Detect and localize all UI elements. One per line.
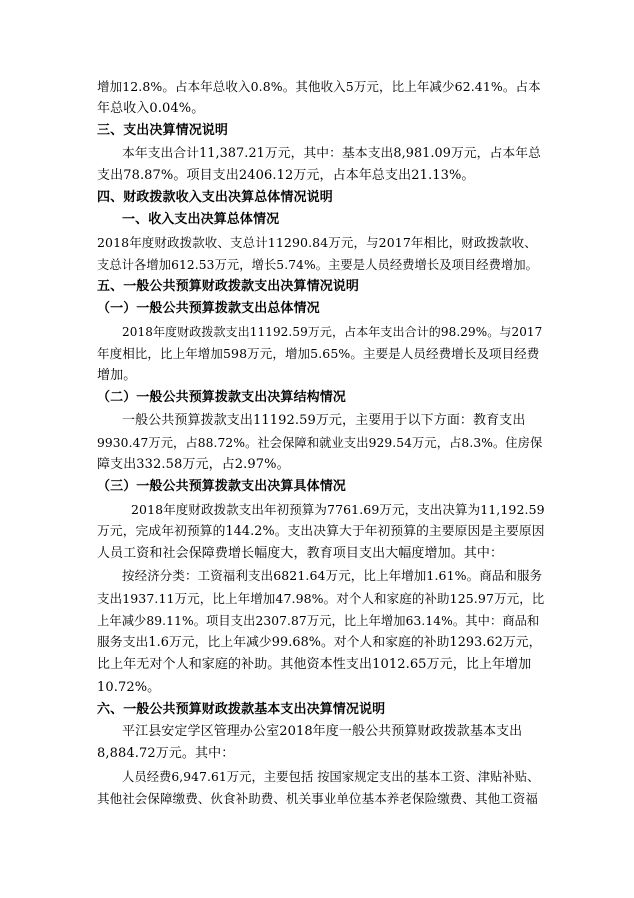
text-line: 增加12.8%。占本年总收入0.8%。其他收入5万元，比上年减少62.41%。占本 xyxy=(97,79,541,94)
text-line: 障支出332.58万元，占2.97%。 xyxy=(97,457,290,472)
text-line: 比上年无对个人和家庭的补助。其他资本性支出1012.65万元，比上年增加 xyxy=(97,657,532,672)
subsection-heading: （三）一般公共预算拨款支出决算具体情况 xyxy=(97,479,346,494)
subsection-heading: （二）一般公共预算拨款支出决算结构情况 xyxy=(97,390,346,405)
text-line: 支出78.87%。项目支出2406.12万元，占本年总支出21.13%。 xyxy=(97,168,475,183)
section-heading: 五、一般公共预算财政拨款支出决算情况说明 xyxy=(97,279,360,294)
text-line: 2018年度财政拨款支出年初预算为7761.69万元，支出决算为11,192.59 xyxy=(131,502,545,517)
subsection-heading: （一）一般公共预算拨款支出总体情况 xyxy=(97,301,320,316)
text-line: 平江县安定学区管理办公室2018年度一般公共预算财政拨款基本支出 xyxy=(122,724,523,739)
text-line: 按经济分类：工资福利支出6821.64万元，比上年增加1.61%。商品和服务 xyxy=(122,568,543,583)
text-line: 2018年度财政拨款收、支总计11290.84万元，与2017年相比，财政拨款收、 xyxy=(97,235,537,250)
text-line: 服务支出1.6万元，比上年减少99.68%。对个人和家庭的补助1293.62万元， xyxy=(97,635,542,650)
text-line: 增加。 xyxy=(97,368,137,383)
text-line: 年总收入0.04%。 xyxy=(97,101,205,116)
text-line: 8,884.72万元。其中： xyxy=(97,746,235,761)
text-line: 10.72%。 xyxy=(97,680,161,695)
text-line: 支总计各增加612.53万元，增长5.74%。主要是人员经费增长及项目经费增加。 xyxy=(97,258,539,272)
section-heading: 四、财政拨款收入支出决算总体情况说明 xyxy=(97,190,333,205)
text-line: 人员经费6,947.61万元，主要包括 按国家规定支出的基本工资、津贴补贴、 xyxy=(122,770,540,784)
text-line: 2018年度财政拨款支出11192.59万元，占本年支出合计的98.29%。与2017 xyxy=(122,325,543,339)
text-line: 支出1937.11万元，比上年增加47.98%。对个人和家庭的补助125.97万元，比 xyxy=(97,591,545,606)
section-heading: 三、支出决算情况说明 xyxy=(97,123,229,138)
section-heading: 六、一般公共预算财政拨款基本支出决算情况说明 xyxy=(97,702,386,717)
text-line: 万元，完成年初预算的144.2%。支出决算大于年初预算的主要原因是主要原因 xyxy=(97,524,545,539)
text-line: 本年支出合计11,387.21万元，其中：基本支出8,981.09万元，占本年总 xyxy=(122,146,541,161)
text-line: 9930.47万元，占88.72%。社会保障和就业支出929.54万元，占8.3%。住房保 xyxy=(97,436,543,450)
text-line: 年度相比，比上年增加598万元，增加5.65%。主要是人员经费增长及项目经费 xyxy=(97,346,540,361)
text-line: 其他社会保障缴费、伙食补助费、机关事业单位基本养老保险缴费、其他工资福 xyxy=(97,791,539,806)
text-line: 一般公共预算拨款支出11192.59万元，主要用于以下方面：教育支出 xyxy=(122,413,526,428)
subsection-heading: 一、收入支出决算总体情况 xyxy=(122,212,280,227)
text-line: 上年减少89.11%。项目支出2307.87万元，比上年增加63.14%。其中：商品和 xyxy=(97,614,540,628)
text-line: 人员工资和社会保障费增长幅度大，教育项目支出大幅度增加。其中： xyxy=(97,546,504,561)
